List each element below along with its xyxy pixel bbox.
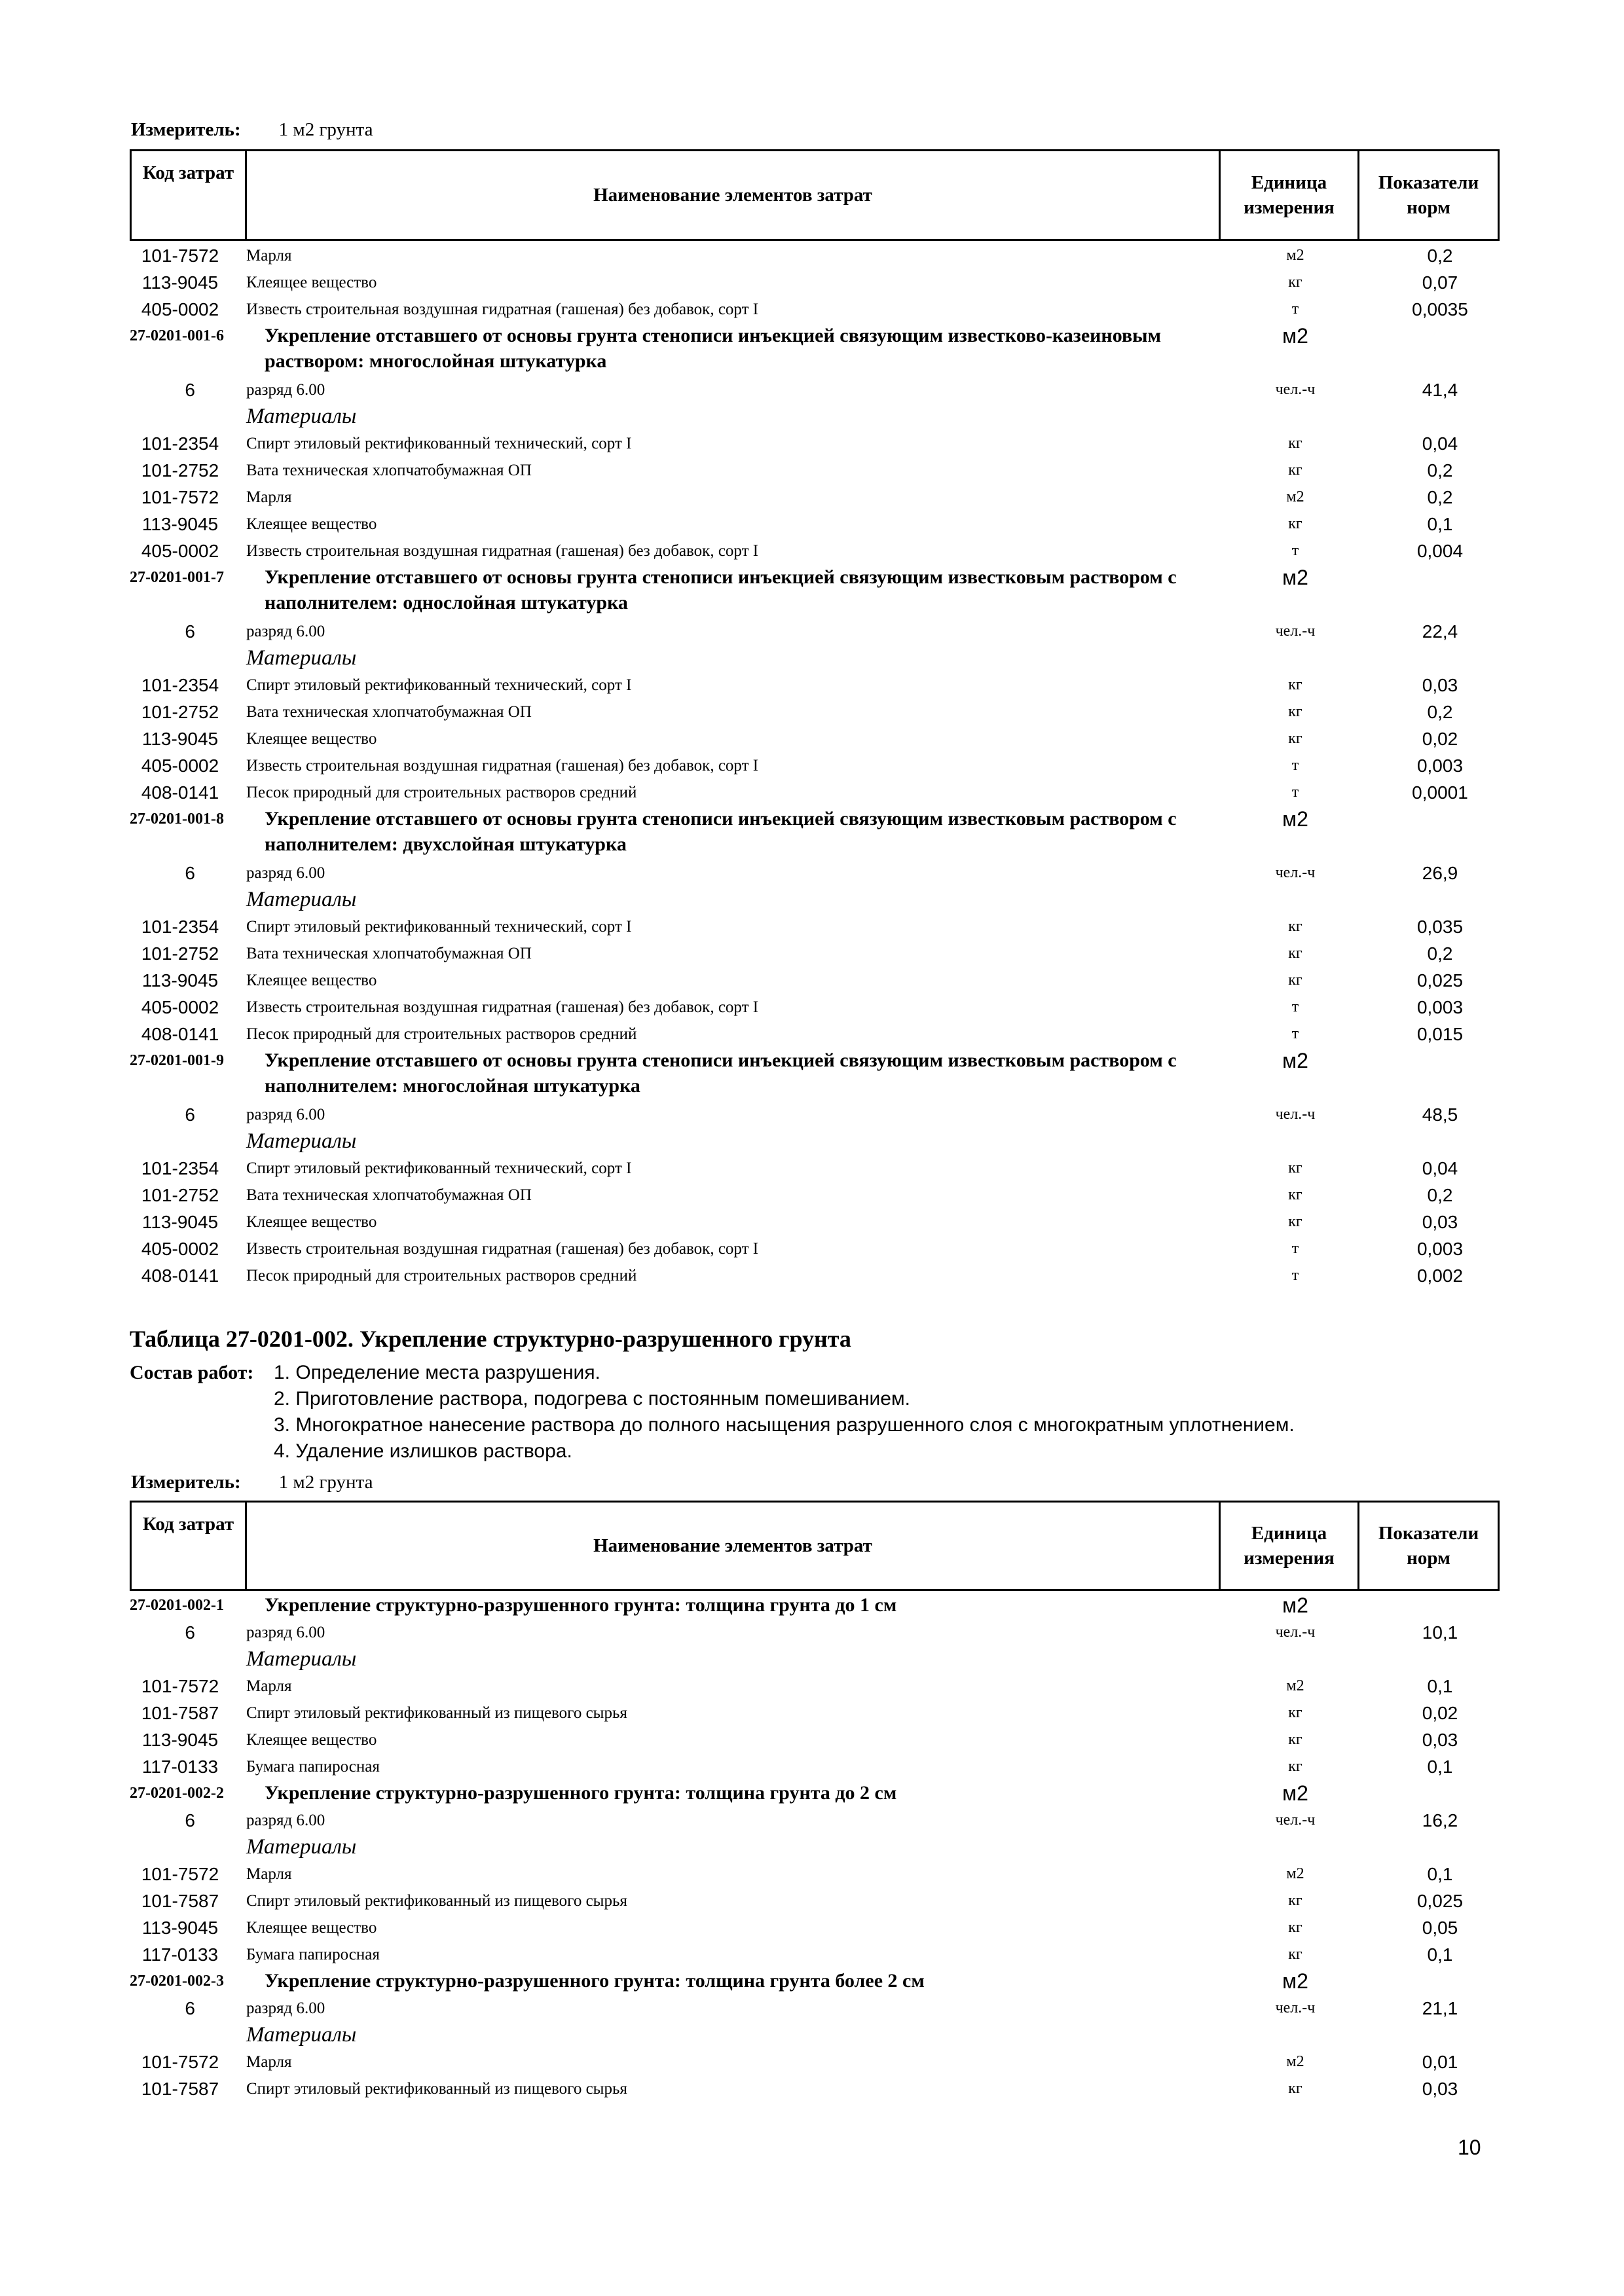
- row-unit: кг: [1288, 676, 1302, 693]
- item-unit: м2: [1282, 807, 1308, 831]
- row-unit: кг: [1288, 462, 1302, 479]
- row-name: Известь строительная воздушная гидратная (гашеная) без добавок, сорт I: [246, 998, 759, 1016]
- item-name: Укрепление отставшего от основы грунта стенописи инъекцией связующим известковым раствором с наполнителем: однослойная штукатурка: [265, 566, 1177, 613]
- grade-unit: чел.-ч: [1275, 1999, 1316, 2016]
- row-value: 0,003: [1416, 997, 1464, 1017]
- row-name: Бумага папиросная: [246, 1946, 380, 1963]
- row-name: Спирт этиловый ректификованный технический, сорт I: [246, 918, 632, 936]
- row-unit: кг: [1288, 972, 1302, 989]
- grade-code: 6: [185, 863, 195, 883]
- item-name: Укрепление отставшего от основы грунта стенописи инъекцией связующим известково-казеиновым раствором: многослойная штукатурка: [265, 325, 1162, 372]
- row-value: 0,0035: [1412, 299, 1468, 319]
- row-name: Марля: [246, 1865, 292, 1883]
- row-value: 0,003: [1416, 1239, 1464, 1259]
- grade-code: 6: [185, 1810, 195, 1831]
- row-name: Известь строительная воздушная гидратная (гашеная) без добавок, сорт I: [246, 757, 759, 774]
- works-composition: [130, 1362, 1500, 1470]
- row-code: 113-9045: [141, 1730, 219, 1750]
- row-value: 0,04: [1422, 1158, 1458, 1178]
- row-value: 0,02: [1422, 729, 1458, 749]
- grade-value: 41,4: [1422, 380, 1458, 400]
- table-row: [130, 752, 1500, 779]
- row-name: Песок природный для строительных растворов средний: [246, 784, 637, 801]
- row-name: Спирт этиловый ректификованный технический, сорт I: [246, 676, 632, 694]
- grade-code: 6: [185, 380, 195, 400]
- row-name: Песок природный для строительных растворов средний: [246, 1025, 637, 1043]
- table-row: [130, 242, 1500, 269]
- item-name: Укрепление структурно-разрушенного грунта: толщина грунта до 1 см: [265, 1594, 897, 1616]
- row-name: Клеящее вещество: [246, 1731, 377, 1749]
- header-name: Наименование элементов затрат: [247, 151, 1221, 239]
- measurement-label: Измеритель:: [131, 119, 241, 140]
- table-row: [130, 457, 1500, 484]
- table-row: [130, 1235, 1500, 1262]
- row-unit: т: [1291, 542, 1299, 559]
- row-unit: т: [1291, 1267, 1299, 1284]
- materials-label: Материалы: [246, 646, 357, 670]
- row-unit: т: [1291, 998, 1299, 1015]
- row-code: 101-2752: [141, 943, 219, 964]
- item-unit: м2: [1282, 324, 1308, 348]
- row-unit: м2: [1286, 247, 1304, 264]
- row-unit: кг: [1288, 274, 1302, 291]
- row-code: 101-7572: [141, 2052, 219, 2072]
- work-item-row: [130, 1048, 1500, 1101]
- table-row: [130, 1182, 1500, 1209]
- work-item-row: [130, 806, 1500, 860]
- row-name: Марля: [246, 488, 292, 506]
- table-row: [130, 296, 1500, 323]
- row-name: Марля: [246, 247, 292, 264]
- row-unit: т: [1291, 1240, 1299, 1257]
- grade-row: [130, 618, 1500, 645]
- grade-name: разряд 6.00: [246, 1999, 325, 2017]
- measurement-label: Измеритель:: [131, 1472, 241, 1493]
- work-step: 4. Удаление излишков раствора.: [274, 1440, 572, 1462]
- work-item-row: [130, 1968, 1500, 1995]
- grade-value: 48,5: [1422, 1104, 1458, 1125]
- grade-unit: чел.-ч: [1275, 864, 1316, 881]
- item-name: Укрепление отставшего от основы грунта стенописи инъекцией связующим известковым раствором с наполнителем: двухслойная штукатурка: [265, 808, 1177, 855]
- grade-value: 16,2: [1422, 1810, 1458, 1831]
- table-row: [130, 484, 1500, 511]
- work-item-row: [130, 1592, 1500, 1619]
- row-value: 0,1: [1427, 1757, 1453, 1777]
- materials-label: Материалы: [246, 2023, 357, 2047]
- row-name: Марля: [246, 1677, 292, 1695]
- row-name: Вата техническая хлопчатобумажная ОП: [246, 462, 532, 479]
- row-name: Клеящее вещество: [246, 515, 377, 533]
- row-value: 0,0001: [1412, 782, 1468, 803]
- table-row: [130, 699, 1500, 725]
- row-value: 0,03: [1422, 1212, 1458, 1232]
- item-name: Укрепление структурно-разрушенного грунта: толщина грунта более 2 см: [265, 1970, 925, 1992]
- row-unit: т: [1291, 301, 1299, 318]
- measurement-line-2: [131, 1472, 373, 1493]
- table-row: [130, 1021, 1500, 1048]
- row-name: Известь строительная воздушная гидратная (гашеная) без добавок, сорт I: [246, 542, 759, 560]
- header-code: Код затрат: [132, 151, 247, 239]
- grade-name: разряд 6.00: [246, 1106, 325, 1123]
- grade-row: [130, 376, 1500, 403]
- row-unit: м2: [1286, 1677, 1304, 1694]
- item-name: Укрепление отставшего от основы грунта стенописи инъекцией связующим известковым раствором с наполнителем: многослойная штукатурка: [265, 1049, 1177, 1097]
- row-code: 117-0133: [141, 1757, 219, 1777]
- row-code: 101-7572: [141, 1676, 219, 1696]
- grade-unit: чел.-ч: [1275, 1624, 1316, 1641]
- row-unit: кг: [1288, 1946, 1302, 1963]
- row-name: Бумага папиросная: [246, 1758, 380, 1776]
- work-item-row: [130, 323, 1500, 376]
- item-unit: м2: [1282, 1781, 1308, 1805]
- row-name: Известь строительная воздушная гидратная (гашеная) без добавок, сорт I: [246, 301, 759, 318]
- table-row: [130, 1914, 1500, 1941]
- table-row: [130, 1753, 1500, 1780]
- work-step: 1. Определение места разрушения.: [274, 1362, 600, 1383]
- row-code: 408-0141: [141, 782, 219, 803]
- row-code: 101-2752: [141, 702, 219, 722]
- table-row: [130, 1941, 1500, 1968]
- table-row: [130, 913, 1500, 940]
- item-unit: м2: [1282, 1594, 1308, 1617]
- row-name: Спирт этиловый ректификованный технический, сорт I: [246, 1159, 632, 1177]
- row-name: Вата техническая хлопчатобумажная ОП: [246, 945, 532, 962]
- table-row: [130, 725, 1500, 752]
- row-unit: кг: [1288, 515, 1302, 532]
- measurement-line-1: [131, 119, 373, 141]
- row-value: 0,1: [1427, 1944, 1453, 1965]
- grade-value: 21,1: [1422, 1998, 1458, 2018]
- row-name: Вата техническая хлопчатобумажная ОП: [246, 1186, 532, 1204]
- row-code: 113-9045: [141, 1918, 219, 1938]
- row-code: 113-9045: [141, 272, 219, 293]
- row-code: 405-0002: [141, 997, 219, 1017]
- materials-label: Материалы: [246, 1129, 357, 1153]
- row-unit: кг: [1288, 1731, 1302, 1748]
- grade-name: разряд 6.00: [246, 381, 325, 399]
- row-unit: кг: [1288, 1892, 1302, 1909]
- row-unit: кг: [1288, 1919, 1302, 1936]
- work-step: 3. Многократное нанесение раствора до полного насыщения разрушенного слоя с многократным уплотнением.: [274, 1414, 1295, 1436]
- row-code: 117-0133: [141, 1944, 219, 1965]
- table-row: [130, 1700, 1500, 1726]
- row-value: 0,1: [1427, 514, 1453, 534]
- row-value: 0,01: [1422, 2052, 1458, 2072]
- header-norm: Показатели норм: [1378, 172, 1479, 218]
- row-value: 0,04: [1422, 433, 1458, 454]
- row-value: 0,02: [1422, 1703, 1458, 1723]
- row-code: 408-0141: [141, 1024, 219, 1044]
- item-code: 27-0201-002-2: [130, 1785, 224, 1802]
- item-code: 27-0201-001-6: [130, 327, 224, 344]
- row-value: 0,2: [1427, 246, 1453, 266]
- table-row: [130, 1209, 1500, 1235]
- measurement-value: 1 м2 грунта: [278, 1472, 373, 1493]
- grade-value: 22,4: [1422, 621, 1458, 642]
- table-row: [130, 538, 1500, 564]
- row-value: 0,07: [1422, 272, 1458, 293]
- row-value: 0,003: [1416, 756, 1464, 776]
- materials-label: Материалы: [246, 888, 357, 911]
- table-row: [130, 2049, 1500, 2075]
- materials-subheading: [130, 886, 1500, 913]
- row-unit: кг: [1288, 918, 1302, 935]
- item-code: 27-0201-001-8: [130, 811, 224, 828]
- table-row: [130, 2075, 1500, 2102]
- row-value: 0,004: [1416, 541, 1464, 561]
- row-code: 101-7572: [141, 1864, 219, 1884]
- item-code: 27-0201-002-3: [130, 1973, 224, 1990]
- row-code: 405-0002: [141, 299, 219, 319]
- row-value: 0,2: [1427, 1185, 1453, 1205]
- row-unit: м2: [1286, 1865, 1304, 1882]
- grade-name: разряд 6.00: [246, 1812, 325, 1829]
- materials-label: Материалы: [246, 1647, 357, 1671]
- row-name: Вата техническая хлопчатобумажная ОП: [246, 703, 532, 721]
- row-unit: кг: [1288, 1758, 1302, 1775]
- grade-row: [130, 1101, 1500, 1128]
- grade-row: [130, 1807, 1500, 1834]
- materials-subheading: [130, 1834, 1500, 1861]
- row-value: 0,05: [1422, 1918, 1458, 1938]
- row-value: 0,035: [1416, 917, 1464, 937]
- work-step: 2. Приготовление раствора, подогрева с постоянным помешиванием.: [274, 1388, 910, 1410]
- grade-name: разряд 6.00: [246, 864, 325, 882]
- row-value: 0,1: [1427, 1864, 1453, 1884]
- measurement-value: 1 м2 грунта: [278, 119, 373, 140]
- table-row: [130, 1726, 1500, 1753]
- row-name: Спирт этиловый ректификованный из пищевого сырья: [246, 1892, 627, 1910]
- grade-code: 6: [185, 621, 195, 642]
- row-code: 113-9045: [141, 729, 219, 749]
- grade-unit: чел.-ч: [1275, 381, 1316, 398]
- row-code: 408-0141: [141, 1266, 219, 1286]
- row-code: 101-7587: [141, 1703, 219, 1723]
- table-row: [130, 1887, 1500, 1914]
- work-item-row: [130, 1780, 1500, 1807]
- item-name: Укрепление структурно-разрушенного грунта: толщина грунта до 2 см: [265, 1782, 897, 1804]
- row-code: 405-0002: [141, 756, 219, 776]
- grade-row: [130, 1619, 1500, 1646]
- item-unit: м2: [1282, 566, 1308, 589]
- header-unit: Единица измерения: [1221, 1503, 1359, 1589]
- table-row: [130, 1673, 1500, 1700]
- table-row: [130, 511, 1500, 538]
- item-unit: м2: [1282, 1049, 1308, 1072]
- row-code: 101-7587: [141, 1891, 219, 1911]
- grade-code: 6: [185, 1998, 195, 2018]
- row-code: 101-7572: [141, 246, 219, 266]
- table-header-1: [130, 149, 1500, 241]
- item-unit: м2: [1282, 1969, 1308, 1993]
- table-row: [130, 940, 1500, 967]
- materials-subheading: [130, 2022, 1500, 2049]
- grade-value: 10,1: [1422, 1622, 1458, 1643]
- materials-subheading: [130, 1646, 1500, 1673]
- grade-name: разряд 6.00: [246, 623, 325, 640]
- row-value: 0,015: [1416, 1024, 1464, 1044]
- header-name: Наименование элементов затрат: [247, 1503, 1221, 1589]
- table-title: Таблица 27-0201-002. Укрепление структурно-разрушенного грунта: [130, 1326, 851, 1352]
- row-unit: т: [1291, 757, 1299, 774]
- row-code: 113-9045: [141, 514, 219, 534]
- grade-unit: чел.-ч: [1275, 1106, 1316, 1123]
- row-unit: кг: [1288, 2080, 1302, 2097]
- work-item-row: [130, 564, 1500, 618]
- row-code: 113-9045: [141, 970, 219, 991]
- row-code: 101-2354: [141, 1158, 219, 1178]
- row-unit: кг: [1288, 1186, 1302, 1203]
- row-name: Спирт этиловый ректификованный из пищевого сырья: [246, 1704, 627, 1722]
- materials-subheading: [130, 645, 1500, 672]
- row-name: Спирт этиловый ректификованный из пищевого сырья: [246, 2080, 627, 2098]
- row-name: Известь строительная воздушная гидратная (гашеная) без добавок, сорт I: [246, 1240, 759, 1258]
- row-value: 0,03: [1422, 1730, 1458, 1750]
- table-row: [130, 967, 1500, 994]
- row-code: 101-7572: [141, 487, 219, 507]
- row-code: 405-0002: [141, 541, 219, 561]
- row-value: 0,1: [1427, 1676, 1453, 1696]
- row-unit: т: [1291, 784, 1299, 801]
- row-code: 101-2354: [141, 917, 219, 937]
- row-name: Клеящее вещество: [246, 1213, 377, 1231]
- row-name: Клеящее вещество: [246, 1919, 377, 1937]
- table-row: [130, 430, 1500, 457]
- grade-value: 26,9: [1422, 863, 1458, 883]
- row-value: 0,03: [1422, 675, 1458, 695]
- grade-unit: чел.-ч: [1275, 623, 1316, 640]
- table-row: [130, 672, 1500, 699]
- materials-label: Материалы: [246, 1835, 357, 1859]
- materials-label: Материалы: [246, 405, 357, 428]
- row-value: 0,025: [1416, 970, 1464, 991]
- row-value: 0,03: [1422, 2079, 1458, 2099]
- row-code: 113-9045: [141, 1212, 219, 1232]
- page-number: 10: [1458, 2136, 1481, 2159]
- materials-subheading: [130, 1128, 1500, 1155]
- row-name: Песок природный для строительных растворов средний: [246, 1267, 637, 1285]
- table-row: [130, 994, 1500, 1021]
- row-name: Клеящее вещество: [246, 730, 377, 748]
- works-label: Состав работ:: [130, 1362, 254, 1383]
- row-code: 405-0002: [141, 1239, 219, 1259]
- table-body-1: [130, 242, 1500, 1289]
- header-norm: Показатели норм: [1378, 1523, 1479, 1569]
- row-name: Марля: [246, 2053, 292, 2071]
- item-code: 27-0201-001-7: [130, 569, 224, 586]
- row-value: 0,002: [1416, 1266, 1464, 1286]
- row-name: Клеящее вещество: [246, 274, 377, 291]
- row-value: 0,025: [1416, 1891, 1464, 1911]
- row-unit: кг: [1288, 435, 1302, 452]
- table-body-2: [130, 1592, 1500, 2102]
- row-value: 0,2: [1427, 702, 1453, 722]
- row-value: 0,2: [1427, 460, 1453, 481]
- grade-code: 6: [185, 1622, 195, 1643]
- row-unit: т: [1291, 1025, 1299, 1042]
- table-row: [130, 269, 1500, 296]
- header-code: Код затрат: [132, 1503, 247, 1589]
- row-unit: кг: [1288, 945, 1302, 962]
- row-value: 0,2: [1427, 487, 1453, 507]
- grade-row: [130, 860, 1500, 886]
- row-name: Спирт этиловый ректификованный технический, сорт I: [246, 435, 632, 452]
- grade-code: 6: [185, 1104, 195, 1125]
- table-row: [130, 1155, 1500, 1182]
- grade-unit: чел.-ч: [1275, 1812, 1316, 1829]
- table-row: [130, 1861, 1500, 1887]
- row-value: 0,2: [1427, 943, 1453, 964]
- table-row: [130, 779, 1500, 806]
- table-row: [130, 1262, 1500, 1289]
- row-unit: м2: [1286, 488, 1304, 505]
- row-code: 101-2752: [141, 460, 219, 481]
- materials-subheading: [130, 403, 1500, 430]
- grade-name: разряд 6.00: [246, 1624, 325, 1641]
- table-header-2: [130, 1501, 1500, 1591]
- row-code: 101-2752: [141, 1185, 219, 1205]
- row-unit: кг: [1288, 1213, 1302, 1230]
- row-code: 101-2354: [141, 433, 219, 454]
- row-code: 101-2354: [141, 675, 219, 695]
- row-unit: кг: [1288, 1704, 1302, 1721]
- row-unit: кг: [1288, 703, 1302, 720]
- item-code: 27-0201-002-1: [130, 1597, 224, 1614]
- row-code: 101-7587: [141, 2079, 219, 2099]
- item-code: 27-0201-001-9: [130, 1052, 224, 1069]
- row-unit: кг: [1288, 1159, 1302, 1176]
- row-unit: кг: [1288, 730, 1302, 747]
- row-unit: м2: [1286, 2053, 1304, 2070]
- row-name: Клеящее вещество: [246, 972, 377, 989]
- header-unit: Единица измерения: [1221, 151, 1359, 239]
- grade-row: [130, 1995, 1500, 2022]
